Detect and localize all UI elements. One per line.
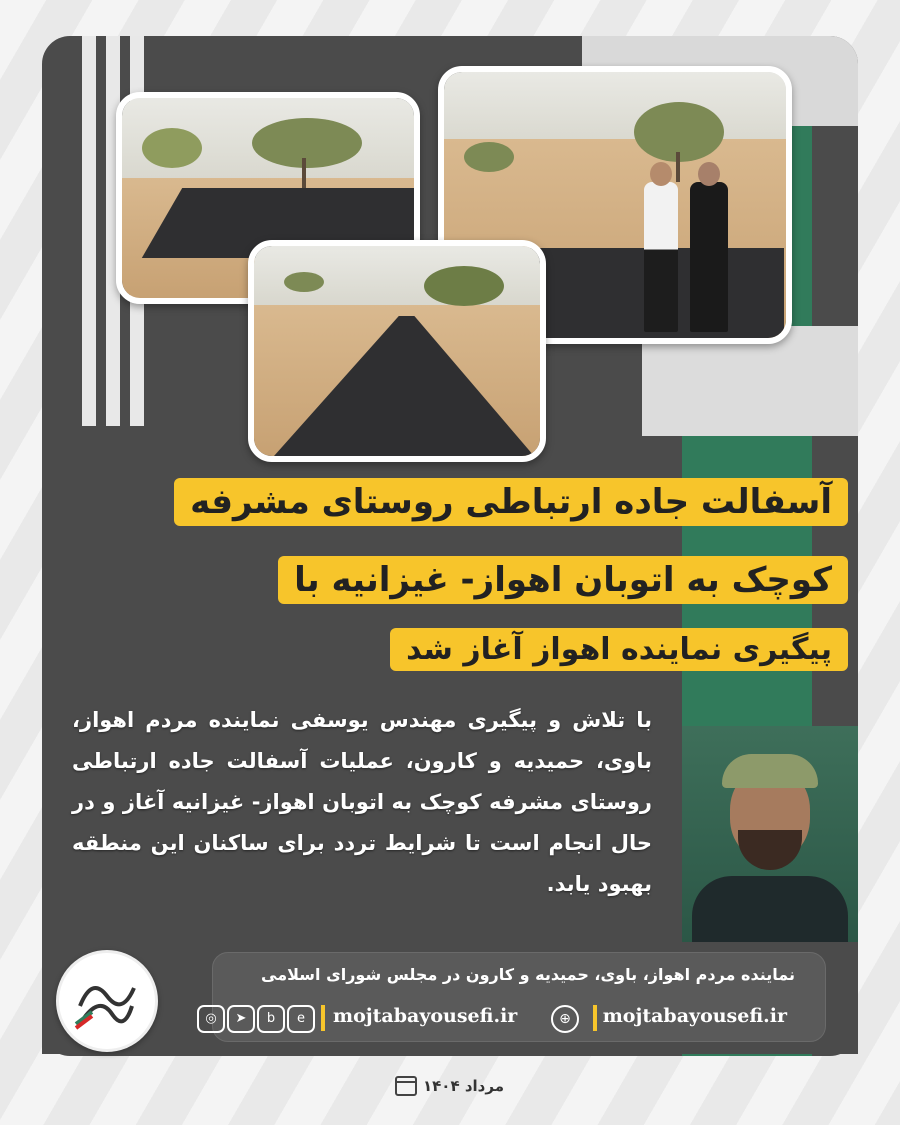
telegram-icon[interactable]: ➤	[227, 1005, 255, 1033]
social-handle[interactable]: mojtabayousefi.ir	[333, 1005, 518, 1027]
footer-panel	[205, 952, 826, 1042]
date-text: مرداد ۱۴۰۴	[423, 1077, 505, 1095]
news-body: با تلاش و پیگیری مهندس یوسفی نماینده مردم اهواز، باوی، حمیدیه و کارون، عملیات آسفالت جاده ارتباطی روستای مشرفه کوچک به اتوبان اهواز- غیزانیه آغاز و در حال انجام است تا شرایط تردد برای ساکنان این منطقه بهبود یابد.	[72, 708, 652, 896]
headline-line-3: پیگیری نماینده اهواز آغاز شد	[390, 628, 848, 671]
footer	[42, 942, 858, 1054]
divider-bar	[593, 1005, 597, 1031]
calendar-icon	[395, 1076, 417, 1096]
divider-bar	[321, 1005, 325, 1031]
headline-line-2: کوچک به اتوبان اهواز- غیزانیه با	[278, 556, 848, 604]
globe-icon: ⊕	[551, 1005, 579, 1033]
website-link[interactable]: mojtabayousefi.ir	[602, 1005, 787, 1027]
instagram-icon[interactable]: ◎	[197, 1005, 225, 1033]
footer-description: نماینده مردم اهواز، باوی، حمیدیه و کارون در مجلس شورای اسلامی	[261, 965, 795, 984]
calligraphy-logo	[56, 950, 158, 1052]
headline-line-1: آسفالت جاده ارتباطی روستای مشرفه	[174, 478, 848, 526]
portrait-photo	[682, 726, 858, 956]
bale-icon[interactable]: b	[257, 1005, 285, 1033]
eitaa-icon[interactable]: e	[287, 1005, 315, 1033]
logo-mark	[72, 966, 142, 1036]
publish-date	[395, 1076, 504, 1096]
decor-stripe	[82, 36, 96, 426]
photo-road-center	[248, 240, 546, 462]
